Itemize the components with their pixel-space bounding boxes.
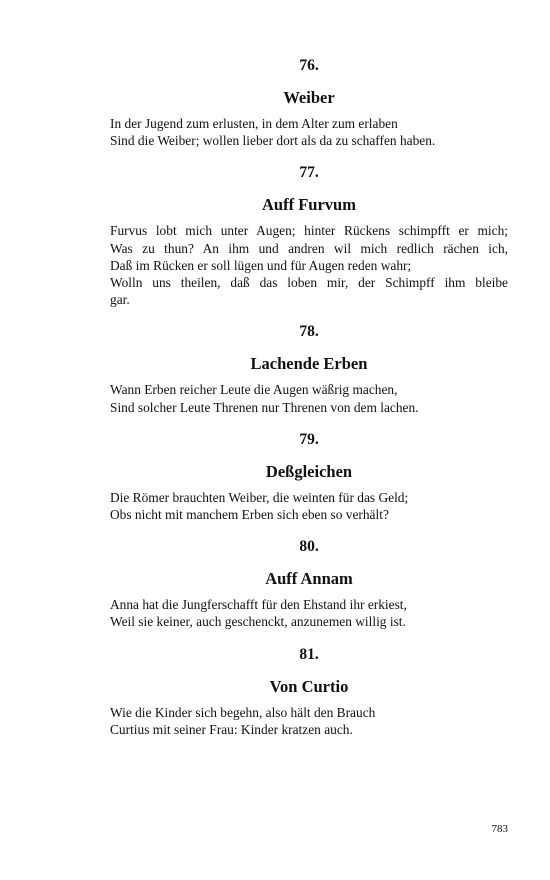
poem-number: 79. xyxy=(299,430,319,448)
poem-line: gar. xyxy=(110,292,130,308)
poem-number: 81. xyxy=(299,645,319,663)
poem-title: Auff Furvum xyxy=(262,195,356,215)
poem-line: Obs nicht mit manchem Erben sich eben so verhält? xyxy=(110,507,389,523)
poem-line: Weil sie keiner, auch geschenckt, anzunemen willig ist. xyxy=(110,614,406,630)
poem-78 xyxy=(110,322,508,415)
poem-line: Die Römer brauchten Weiber, die weinten für das Geld; xyxy=(110,489,409,505)
poem-number: 78. xyxy=(299,323,319,341)
poem-line: Wolln uns theilen, daß das loben mir, der Schimpff ihm bleibe xyxy=(110,275,508,291)
poem-line: Sind solcher Leute Threnen nur Threnen von dem lachen. xyxy=(110,399,419,415)
poem-81 xyxy=(110,645,508,738)
poem-title: Von Curtio xyxy=(269,676,349,696)
poem-line: Wie die Kinder sich begehn, also hält den Brauch xyxy=(110,704,376,720)
poem-title: Auff Annam xyxy=(265,569,353,589)
poem-number: 80. xyxy=(299,538,319,556)
poem-line: Daß im Rücken er soll lügen und für Augen reden wahr; xyxy=(110,257,412,273)
poem-title: Weiber xyxy=(283,88,335,107)
poem-line: In der Jugend zum erlusten, in dem Alter zum erlaben xyxy=(110,116,398,131)
poem-line: Was zu thun? An ihm und andren wil mich redlich rächen ich, xyxy=(110,240,508,256)
poem-number: 76. xyxy=(299,57,319,74)
poem-line: Furvus lobt mich unter Augen; hinter Rückens schimpfft er mich; xyxy=(110,223,508,239)
poem-79 xyxy=(110,430,508,523)
poem-line: Curtius mit seiner Frau: Kinder kratzen auch. xyxy=(110,721,353,737)
poem-title: Deßgleichen xyxy=(265,461,353,481)
poem-line: Wann Erben reicher Leute die Augen wäßrig machen, xyxy=(110,382,398,398)
poem-80 xyxy=(110,537,508,630)
poem-77 xyxy=(110,163,508,308)
poem-line: Anna hat die Jungferschafft für den Ehstand ihr erkiest, xyxy=(110,597,407,613)
poem-number: 77. xyxy=(299,164,319,182)
poem-76 xyxy=(110,56,508,149)
poem-title: Lachende Erben xyxy=(250,354,368,374)
page-content xyxy=(110,56,508,752)
poem-line: Sind die Weiber; wollen lieber dort als da zu schaffen haben. xyxy=(110,133,436,149)
page-number: 783 xyxy=(491,823,508,835)
